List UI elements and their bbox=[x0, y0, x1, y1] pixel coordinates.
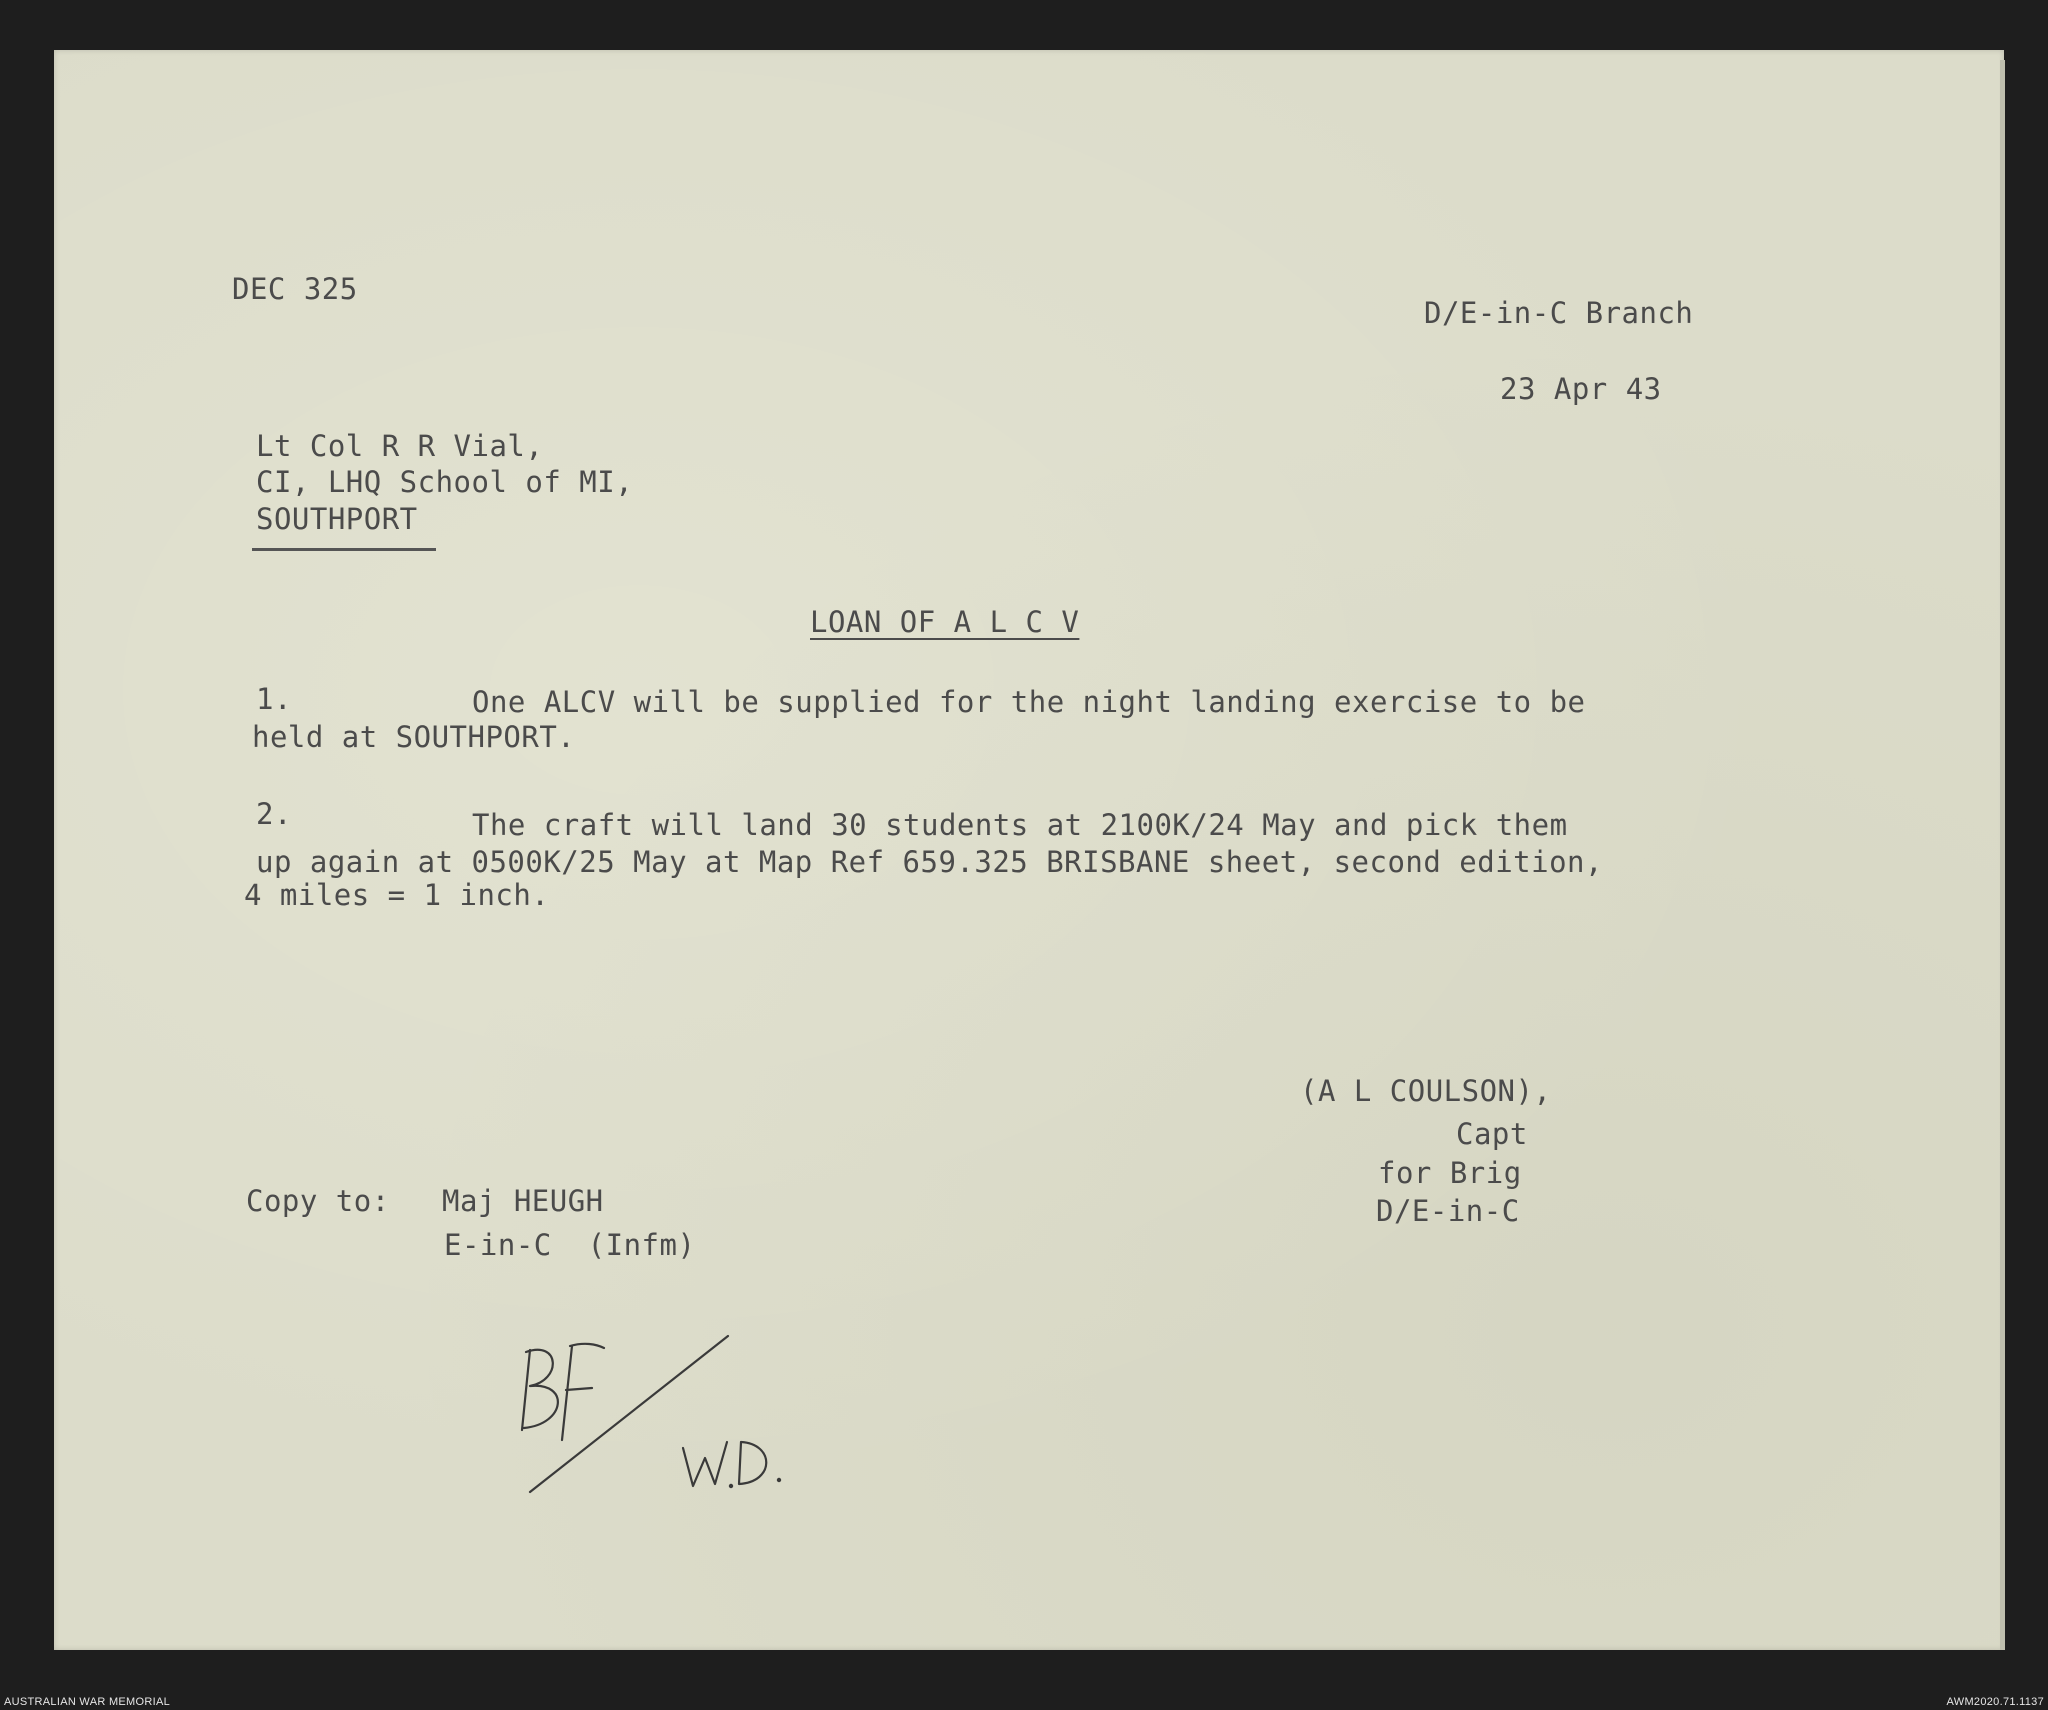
letter-date: 23 Apr 43 bbox=[1500, 372, 1662, 406]
letter-subject: LOAN OF A L C V bbox=[810, 605, 1080, 639]
paragraph-1-line-1: One ALCV will be supplied for the night landing exercise to be bbox=[472, 685, 1586, 719]
addressee-line-2: CI, LHQ School of MI, bbox=[256, 465, 634, 499]
paragraph-2-number: 2. bbox=[256, 797, 292, 831]
reference-number: DEC 325 bbox=[232, 272, 358, 306]
paragraph-2-line-1: The craft will land 30 students at 2100K/24 May and pick them bbox=[472, 808, 1568, 842]
handwritten-note bbox=[675, 1420, 815, 1510]
page-edge bbox=[2000, 60, 2005, 1650]
archive-reference: AWM2020.71.1137 bbox=[1946, 1696, 2044, 1708]
copy-to-label: Copy to: bbox=[246, 1184, 390, 1218]
signatory-title: D/E-in-C bbox=[1376, 1194, 1520, 1228]
copy-recipient-2: E-in-C (Infm) bbox=[444, 1228, 696, 1262]
paragraph-2-line-3: 4 miles = 1 inch. bbox=[244, 878, 550, 912]
paragraph-1-line-2: held at SOUTHPORT. bbox=[252, 720, 576, 754]
addressee-line-1: Lt Col R R Vial, bbox=[256, 429, 544, 463]
signatory-rank: Capt bbox=[1456, 1117, 1528, 1151]
signatory-name: (A L COULSON), bbox=[1300, 1074, 1552, 1108]
addressee-line-3: SOUTHPORT bbox=[256, 502, 418, 536]
copy-recipient-1: Maj HEUGH bbox=[442, 1184, 604, 1218]
paragraph-2-line-2: up again at 0500K/25 May at Map Ref 659.325 BRISBANE sheet, second edition, bbox=[256, 845, 1603, 879]
addressee-underline bbox=[252, 548, 436, 551]
archive-credit: AUSTRALIAN WAR MEMORIAL bbox=[4, 1696, 171, 1708]
signatory-for: for Brig bbox=[1378, 1156, 1522, 1190]
branch-heading: D/E-in-C Branch bbox=[1424, 296, 1694, 330]
paragraph-1-number: 1. bbox=[256, 682, 292, 716]
